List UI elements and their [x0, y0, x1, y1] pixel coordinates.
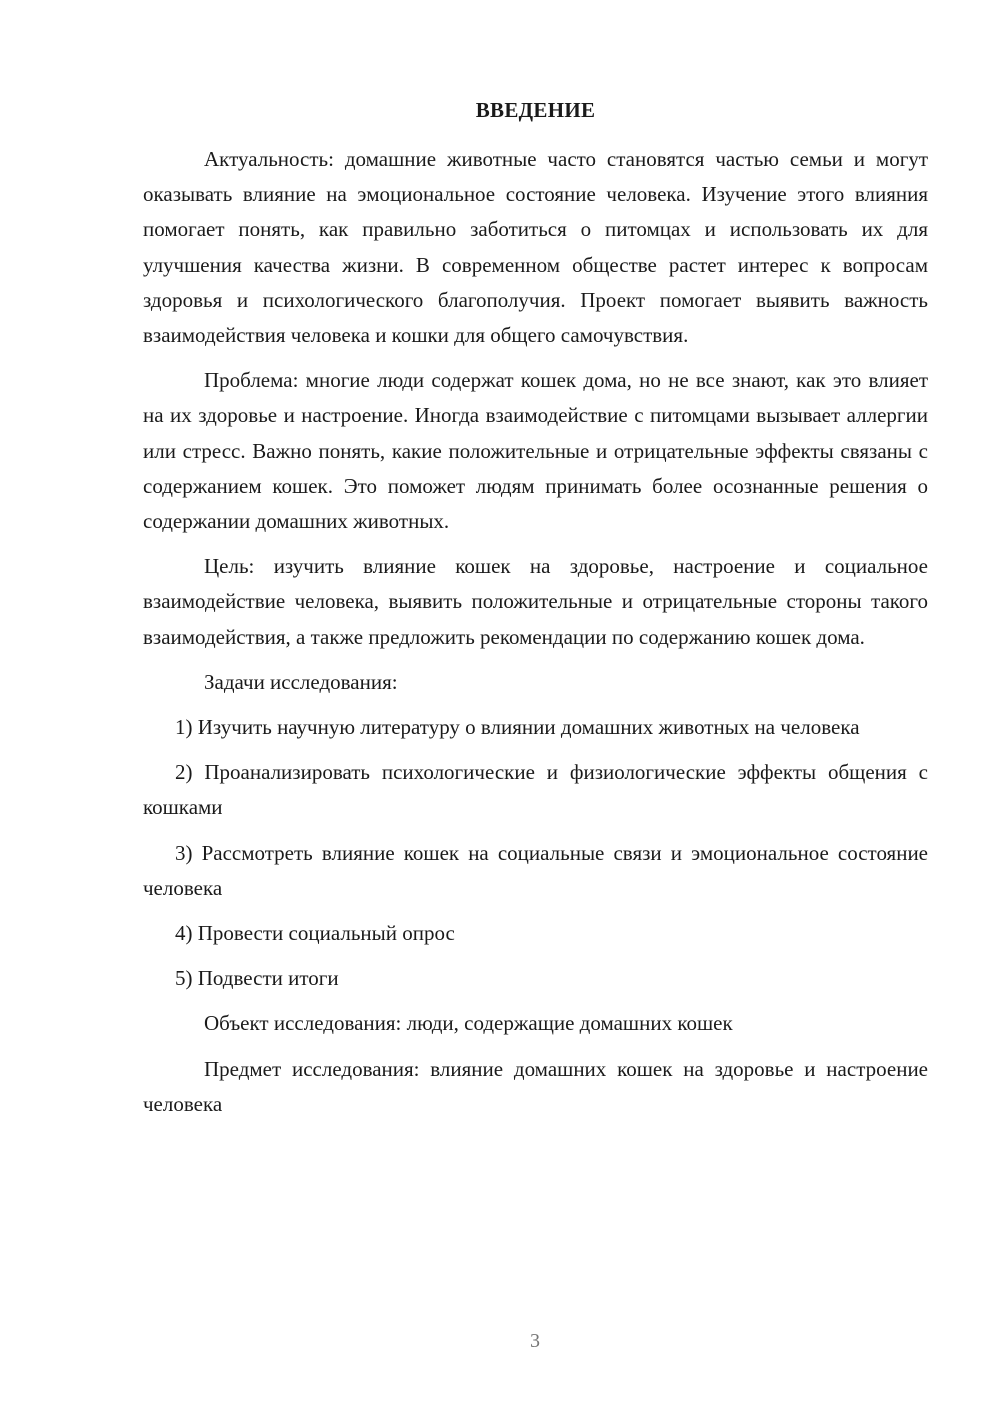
goal-paragraph: Цель: изучить влияние кошек на здоровье, настроение и социальное взаимодействие человека, выявить положительные и отрицательные стороны такого взаимодействия, а также предложить рекомендации по содержанию кошек дома.	[143, 554, 928, 649]
subject-paragraph: Предмет исследования: влияние домашних кошек на здоровье и настроение человека	[143, 1056, 928, 1116]
problem-paragraph: Проблема: многие люди содержат кошек дома, но не все знают, как это влияет на их здоровье и настроение. Иногда взаимодействие с питомцами вызывает аллергии или стресс. Важно понять, какие положительные и отрицательные эффекты связаны с содержанием кошек. Это поможет людям принимать более осознанные решения о содержании домашних животных.	[143, 368, 928, 534]
object-paragraph: Объект исследования: люди, содержащие домашних кошек	[204, 1011, 733, 1036]
tasks-heading: Задачи исследования:	[204, 669, 398, 694]
task-item: 1) Изучить научную литературу о влиянии домашних животных на человека	[175, 715, 860, 740]
task-item: 3) Рассмотреть влияние кошек на социальные связи и эмоциональное состояние человека	[143, 840, 928, 900]
document-body	[143, 93, 928, 1132]
relevance-paragraph: Актуальность: домашние животные часто становятся частью семьи и могут оказывать влияние на эмоциональное состояние человека. Изучение этого влияния помогает понять, как правильно заботиться о питомцах и использовать их для улучшения качества жизни. В современном обществе растет интерес к вопросам здоровья и психологического благополучия. Проект помогает выявить важность взаимодействия человека и кошки для общего самочувствия.	[143, 147, 928, 348]
page-title: ВВЕДЕНИЕ	[475, 98, 596, 122]
task-item: 4) Провести социальный опрос	[175, 921, 455, 946]
page-number: 3	[530, 1330, 540, 1352]
task-item: 5) Подвести итоги	[175, 966, 339, 991]
task-item: 2) Проанализировать психологические и физиологические эффекты общения с кошками	[143, 760, 928, 820]
